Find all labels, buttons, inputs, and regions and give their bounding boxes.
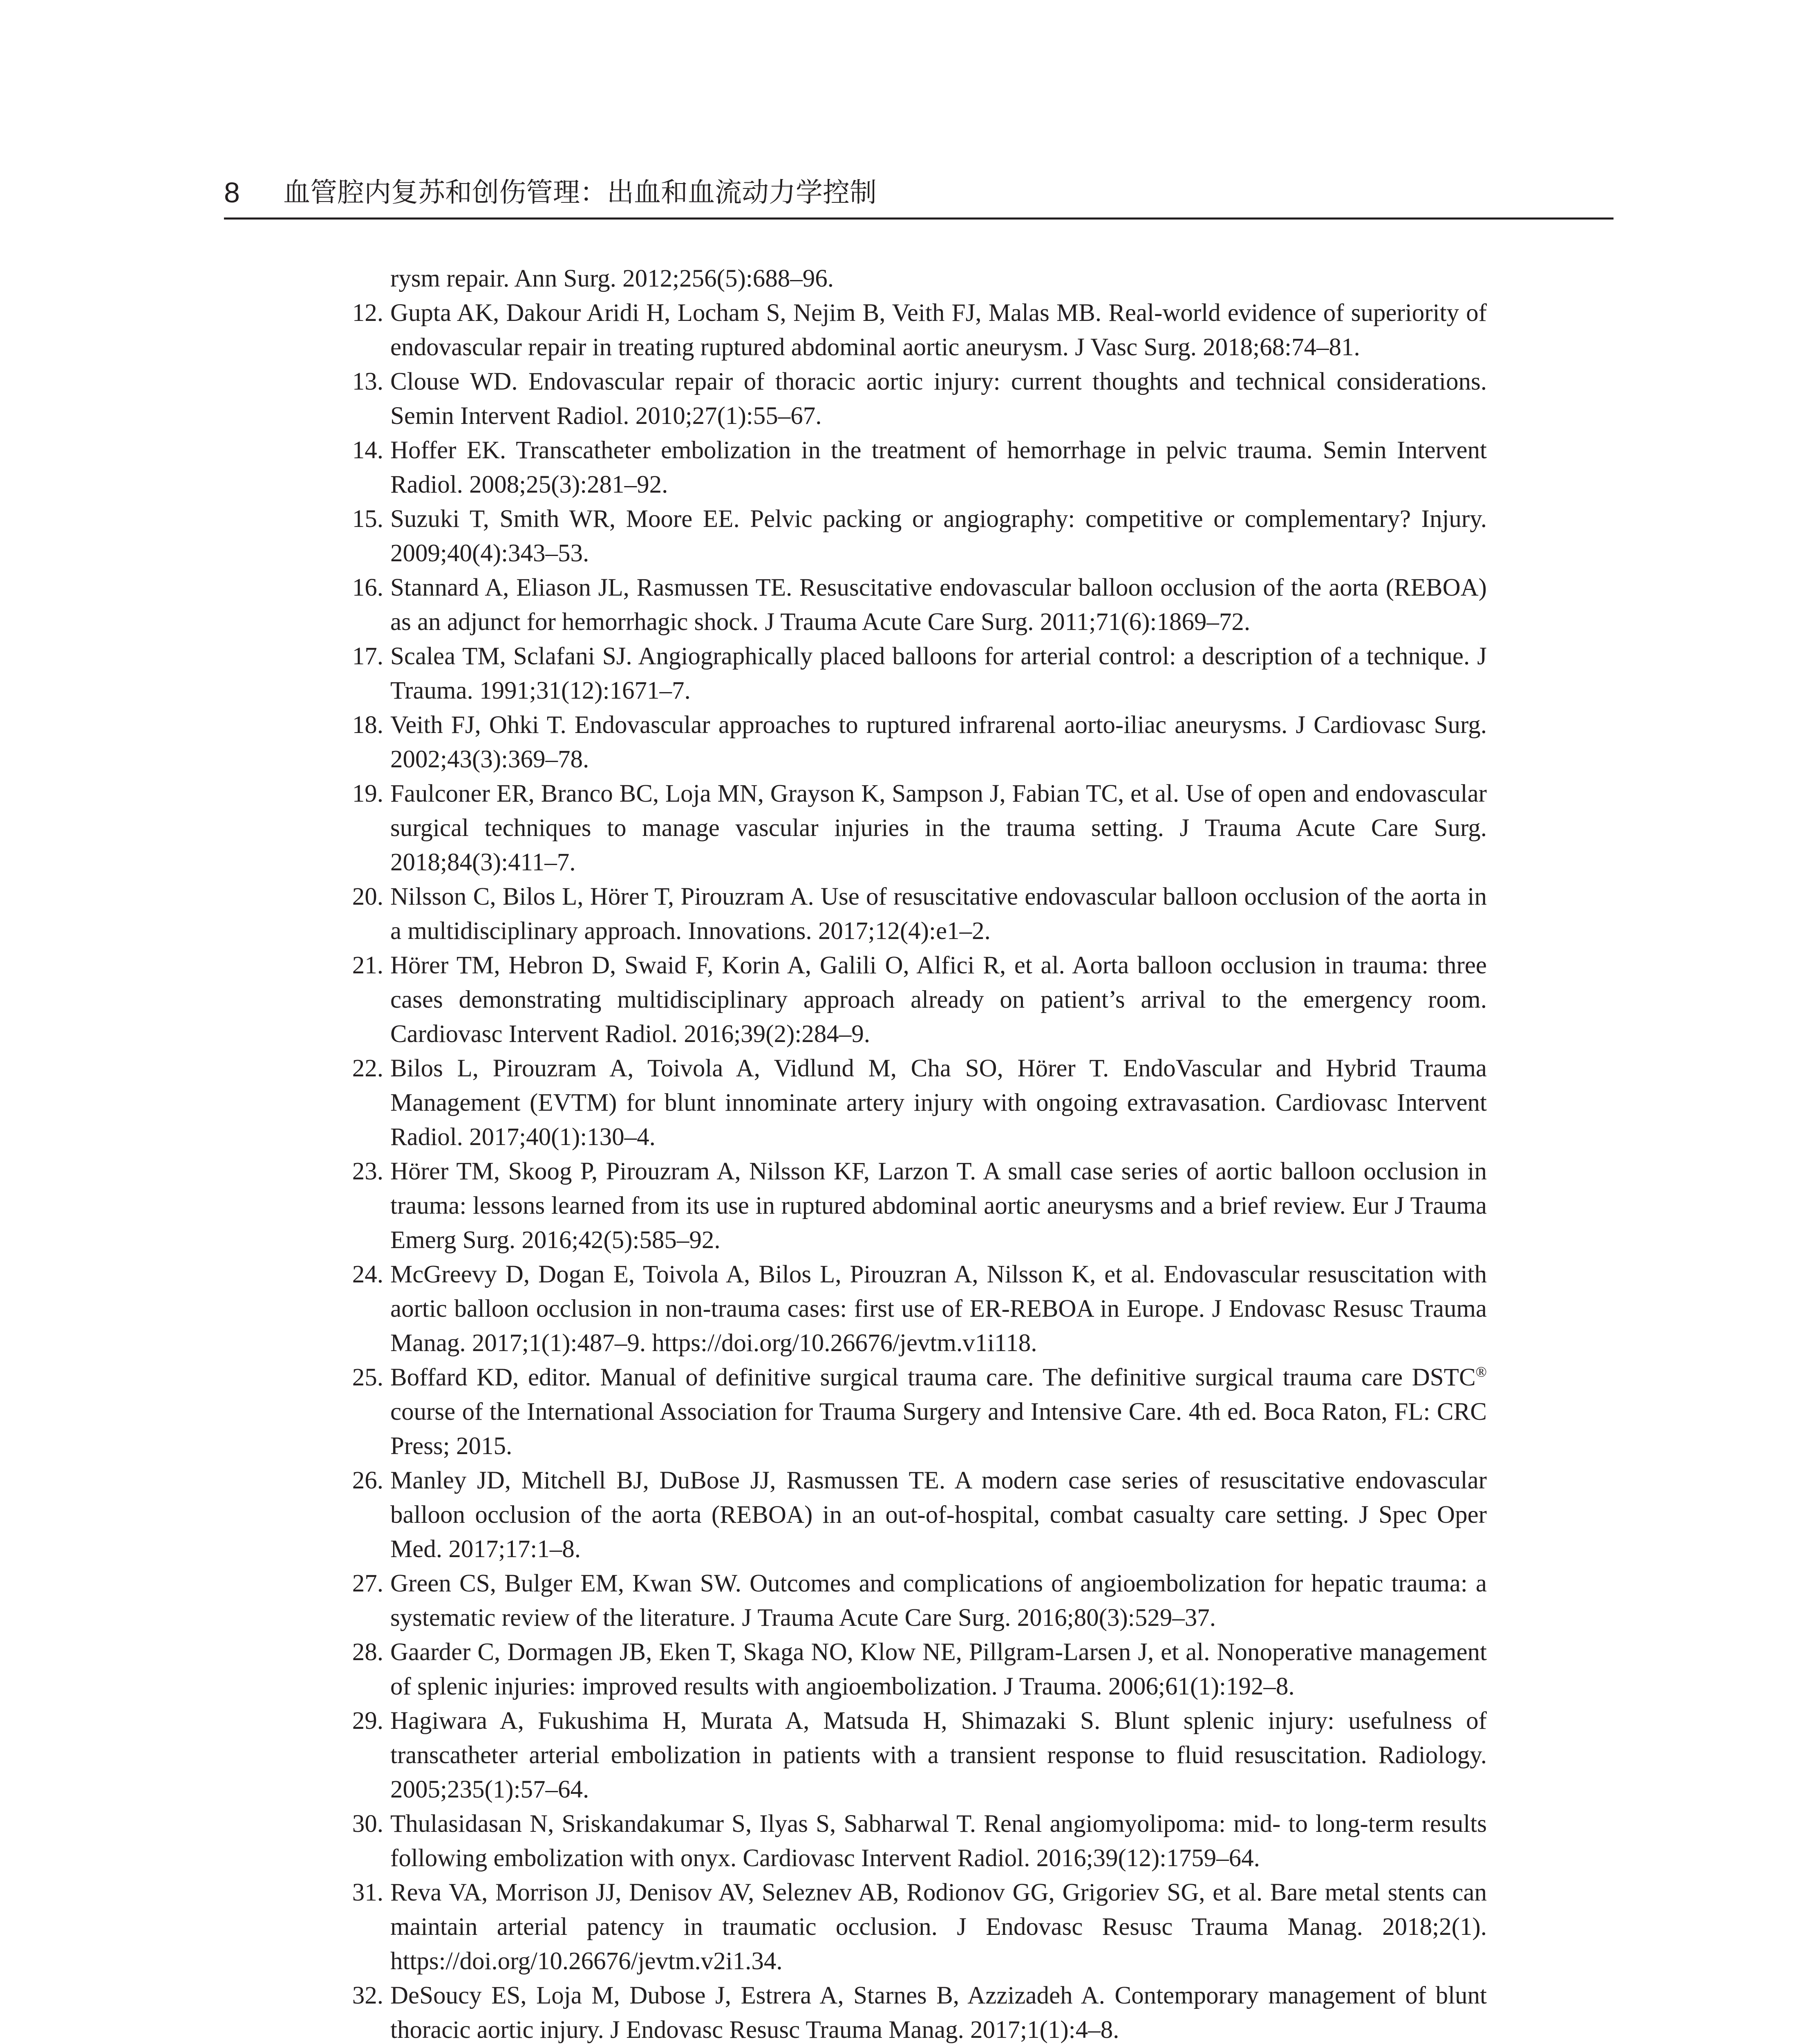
page-number: 8 — [224, 177, 240, 208]
reference-item — [347, 1567, 1487, 1635]
reference-item — [347, 1051, 1487, 1154]
reference-text: Bilos L, Pirouzram A, Toivola A, Vidlund M, Cha SO, Hörer T. EndoVascular and Hybrid Trauma Management (EVTM) for blunt innominate artery injury with ongoing extravasation. Cardiovasc Intervent Radiol. 2017;40(1):130–4. — [390, 1055, 1487, 1151]
reference-number: 21. — [352, 952, 383, 979]
registered-mark: ® — [1475, 1363, 1487, 1380]
reference-item — [347, 708, 1487, 777]
reference-text: Manley JD, Mitchell BJ, DuBose JJ, Rasmussen TE. A modern case series of resuscitative endovascular balloon occlusion of the aorta (REBOA) in an out-of-hospital, combat casualty care setting. J Spec Oper Med. 2017;17:1–8. — [390, 1467, 1487, 1563]
reference-number: 26. — [352, 1467, 383, 1494]
reference-text: Hagiwara A, Fukushima H, Murata A, Matsuda H, Shimazaki S. Blunt splenic injury: usefulness of transcatheter arterial embolization in patients with a transient response to fluid resuscitation. Radiology. 2005;235(1):57–64. — [390, 1707, 1487, 1803]
reference-text: Hörer TM, Skoog P, Pirouzram A, Nilsson KF, Larzon T. A small case series of aortic balloon occlusion in trauma: lessons learned from its use in ruptured abdominal aortic aneurysms and a brief review. Eur J Trauma Emerg Surg. 2016;42(5):585–92. — [390, 1158, 1487, 1254]
reference-text: Stannard A, Eliason JL, Rasmussen TE. Resuscitative endovascular balloon occlusion of the aorta (REBOA) as an adjunct for hemorrhagic shock. J Trauma Acute Care Surg. 2011;71(6):1869–72. — [390, 574, 1487, 636]
reference-number: 23. — [352, 1158, 383, 1185]
reference-item — [347, 571, 1487, 639]
reference-text: Gupta AK, Dakour Aridi H, Locham S, Nejim B, Veith FJ, Malas MB. Real-world evidence of superiority of endovascular repair in treating ruptured abdominal aortic aneurysm. J Vasc Surg. 2018;68:74–81. — [390, 299, 1487, 361]
reference-item — [347, 1979, 1487, 2044]
reference-number: 25. — [352, 1364, 383, 1391]
reference-item — [347, 880, 1487, 948]
reference-text: Reva VA, Morrison JJ, Denisov AV, Seleznev AB, Rodionov GG, Grigoriev SG, et al. Bare metal stents can maintain arterial patency in traumatic occlusion. J Endovasc Resusc Trauma Manag. 2018;2(1). https://doi.org/10.26676/jevtm.v2i1.34. — [390, 1879, 1487, 1975]
reference-number: 20. — [352, 883, 383, 910]
reference-item — [347, 296, 1487, 365]
reference-number: 24. — [352, 1261, 383, 1288]
reference-text: Veith FJ, Ohki T. Endovascular approaches to ruptured infrarenal aorto-iliac aneurysms. J Cardiovasc Surg. 2002;43(3):369–78. — [390, 711, 1487, 773]
reference-item — [347, 1257, 1487, 1360]
reference-number: 32. — [352, 1982, 383, 2009]
header-rule — [224, 217, 1614, 220]
reference-number: 18. — [352, 711, 383, 739]
reference-number: 29. — [352, 1707, 383, 1735]
reference-number: 14. — [352, 437, 383, 464]
reference-item — [347, 1464, 1487, 1567]
reference-item — [347, 1360, 1487, 1464]
reference-number: 19. — [352, 780, 383, 807]
reference-text: Gaarder C, Dormagen JB, Eken T, Skaga NO, Klow NE, Pillgram-Larsen J, et al. Nonoperative management of splenic injuries: improved results with angioembolization. J Trauma. 2006;61(1):192–8. — [390, 1638, 1487, 1700]
reference-item — [347, 1876, 1487, 1979]
reference-text: Suzuki T, Smith WR, Moore EE. Pelvic packing or angiography: competitive or complementary? Injury. 2009;40(4):343–53. — [390, 505, 1487, 567]
reference-text: Thulasidasan N, Sriskandakumar S, Ilyas S, Sabharwal T. Renal angiomyolipoma: mid- to long-term results following embolization with onyx. Cardiovasc Intervent Radiol. 2016;39(12):1759–64. — [390, 1810, 1487, 1872]
page-header — [224, 171, 1614, 220]
reference-continuation: rysm repair. Ann Surg. 2012;256(5):688–96. — [390, 265, 834, 292]
reference-text: DeSoucy ES, Loja M, Dubose J, Estrera A, Starnes B, Azzizadeh A. Contemporary management of blunt thoracic aortic injury. J Endovasc Resusc Trauma Manag. 2017;1(1):4–8. — [390, 1982, 1487, 2044]
running-title: 血管腔内复苏和创伤管理：出血和血流动力学控制 — [283, 177, 877, 208]
reference-text: Scalea TM, Sclafani SJ. Angiographically placed balloons for arterial control: a description of a technique. J Trauma. 1991;31(12):1671–7. — [390, 643, 1487, 704]
reference-number: 30. — [352, 1810, 383, 1838]
reference-text: Clouse WD. Endovascular repair of thoracic aortic injury: current thoughts and technical considerations. Semin Intervent Radiol. 2010;27(1):55–67. — [390, 368, 1487, 430]
reference-number: 17. — [352, 643, 383, 670]
reference-number: 22. — [352, 1055, 383, 1082]
reference-number: 12. — [352, 299, 383, 327]
reference-text: Boffard KD, editor. Manual of definitive surgical trauma care. The definitive surgical trauma care DSTC — [390, 1364, 1476, 1391]
reference-text: Hörer TM, Hebron D, Swaid F, Korin A, Galili O, Alfici R, et al. Aorta balloon occlusion in trauma: three cases demonstrating multidisciplinary approach already on patient’s arrival to the emergency room. Cardiovasc Intervent Radiol. 2016;39(2):284–9. — [390, 952, 1487, 1048]
reference-item — [347, 1807, 1487, 1876]
reference-number: 15. — [352, 505, 383, 533]
reference-item — [347, 433, 1487, 502]
reference-number: 28. — [352, 1638, 383, 1666]
reference-number: 16. — [352, 574, 383, 601]
reference-number: 27. — [352, 1570, 383, 1597]
reference-text: Faulconer ER, Branco BC, Loja MN, Grayson K, Sampson J, Fabian TC, et al. Use of open and endovascular surgical techniques to manage vascular injuries in the trauma setting. J Trauma Acute Care Surg. 2018;84(3):411–7. — [390, 780, 1487, 876]
reference-item — [347, 1154, 1487, 1257]
reference-text: Nilsson C, Bilos L, Hörer T, Pirouzram A. Use of resuscitative endovascular balloon occlusion of the aorta in a multidisciplinary approach. Innovations. 2017;12(4):e1–2. — [390, 883, 1487, 945]
reference-item — [347, 1704, 1487, 1807]
reference-item — [347, 365, 1487, 433]
reference-text: Green CS, Bulger EM, Kwan SW. Outcomes and complications of angioembolization for hepatic trauma: a systematic review of the literature. J Trauma Acute Care Surg. 2016;80(3):529–37. — [390, 1570, 1487, 1632]
reference-text: Hoffer EK. Transcatheter embolization in the treatment of hemorrhage in pelvic trauma. Semin Intervent Radiol. 2008;25(3):281–92. — [390, 437, 1487, 498]
reference-item — [347, 948, 1487, 1051]
reference-text: course of the International Association for Trauma Surgery and Intensive Care. 4th ed. Boca Raton, FL: CRC Press; 2015. — [390, 1398, 1487, 1460]
reference-number: 31. — [352, 1879, 383, 1906]
reference-number: 13. — [352, 368, 383, 395]
reference-list — [347, 262, 1487, 2044]
reference-item — [347, 502, 1487, 571]
reference-item — [347, 639, 1487, 708]
reference-text: McGreevy D, Dogan E, Toivola A, Bilos L, Pirouzran A, Nilsson K, et al. Endovascular resuscitation with aortic balloon occlusion in non-trauma cases: first use of ER-REBOA in Europe. J Endovasc Resusc Trauma Manag. 2017;1(1):487–9. https://doi.org/10.26676/jevtm.v1i118. — [390, 1261, 1487, 1357]
reference-item — [347, 1635, 1487, 1704]
reference-item — [347, 777, 1487, 880]
